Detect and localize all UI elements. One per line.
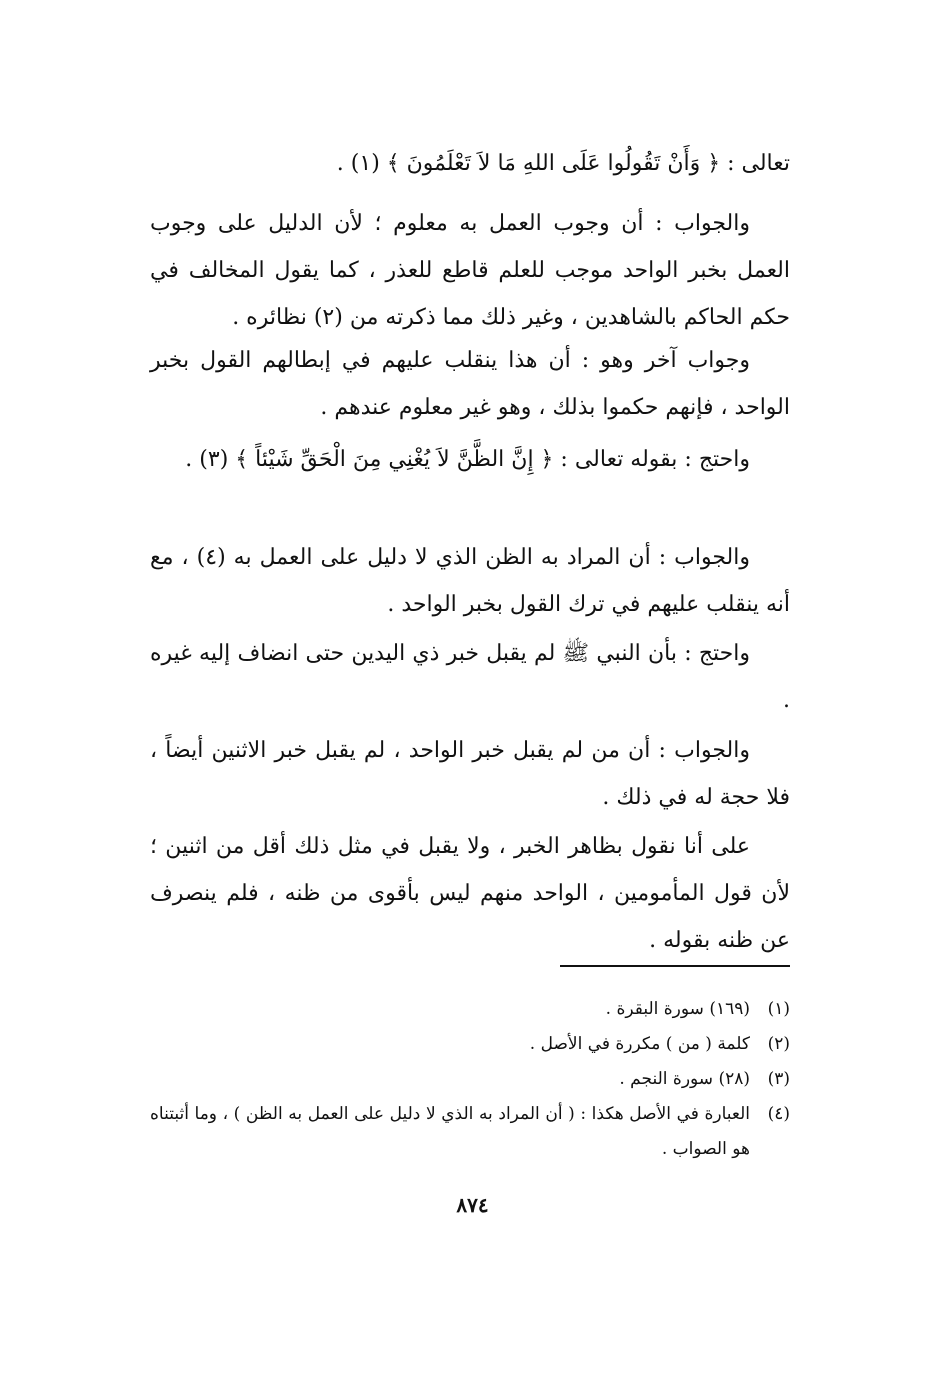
paragraph-verse-continuation: تعالى : ﴿ وَأَنْ تَقُولُوا عَلَى اللهِ مَا لاَ تَعْلَمُونَ ﴾ (١) .: [336, 151, 790, 176]
paragraph-argument-2: واحتج : بأن النبي ﷺ لم يقبل خبر ذي اليدين حتى انضاف إليه غيره .: [150, 641, 790, 713]
paragraph-answer-4: والجواب : أن من لم يقبل خبر الواحد ، لم يقبل خبر الاثنين أيضاً ، فلا حجة له في ذلك .: [150, 738, 790, 810]
footnote-number: (١): [767, 999, 790, 1019]
footnote-separator: [560, 965, 790, 967]
footnote-item: [150, 992, 790, 1027]
footnote-number: (٢): [767, 1034, 790, 1054]
paragraph-answer-1: والجواب : أن وجوب العمل به معلوم ؛ لأن الدليل على وجوب العمل بخبر الواحد موجب للعلم قاطع للعذر ، كما يقول المخالف في حكم الحاكم بالشاهدين ، وغير ذلك مما ذكرته من (٢) نظائره .: [150, 211, 790, 330]
footnote-item: [150, 1062, 790, 1097]
page-number: ٨٧٤: [456, 1193, 489, 1217]
footnote-item: [150, 1097, 790, 1167]
paragraph-answer-2: وجواب آخر وهو : أن هذا ينقلب عليهم في إبطالهم القول بخبر الواحد ، فإنهم حكموا بذلك ، وهو غير معلوم عندهم .: [150, 348, 790, 420]
footnote-text: (٢٨) سورة النجم .: [619, 1069, 750, 1089]
footnote-text: (١٦٩) سورة البقرة .: [605, 999, 750, 1019]
footnote-number: (٤): [767, 1104, 790, 1124]
footnote-text: العبارة في الأصل هكذا : ( أن المراد به الذي لا دليل على العمل به الظن ) ، وما أثبتناه هو الصواب .: [150, 1104, 750, 1159]
footnote-number: (٣): [767, 1069, 790, 1089]
paragraph-answer-3: والجواب : أن المراد به الظن الذي لا دليل على العمل به (٤) ، مع أنه ينقلب عليهم في ترك القول بخبر الواحد .: [150, 545, 790, 617]
footnote-text: كلمة ( من ) مكررة في الأصل .: [529, 1034, 750, 1054]
footnote-item: [150, 1027, 790, 1062]
footnotes: [150, 992, 790, 1167]
paragraph-conclusion: على أنا نقول بظاهر الخبر ، ولا يقبل في مثل ذلك أقل من اثنين ؛ لأن قول المأمومين ، الواحد منهم ليس بأقوى من ظنه ، فلم ينصرف عن ظنه بقوله .: [150, 834, 790, 953]
paragraph-argument-1: واحتج : بقوله تعالى : ﴿ إِنَّ الظَّنَّ لاَ يُغْنِي مِنَ الْحَقِّ شَيْئاً ﴾ (٣) .: [185, 447, 750, 472]
